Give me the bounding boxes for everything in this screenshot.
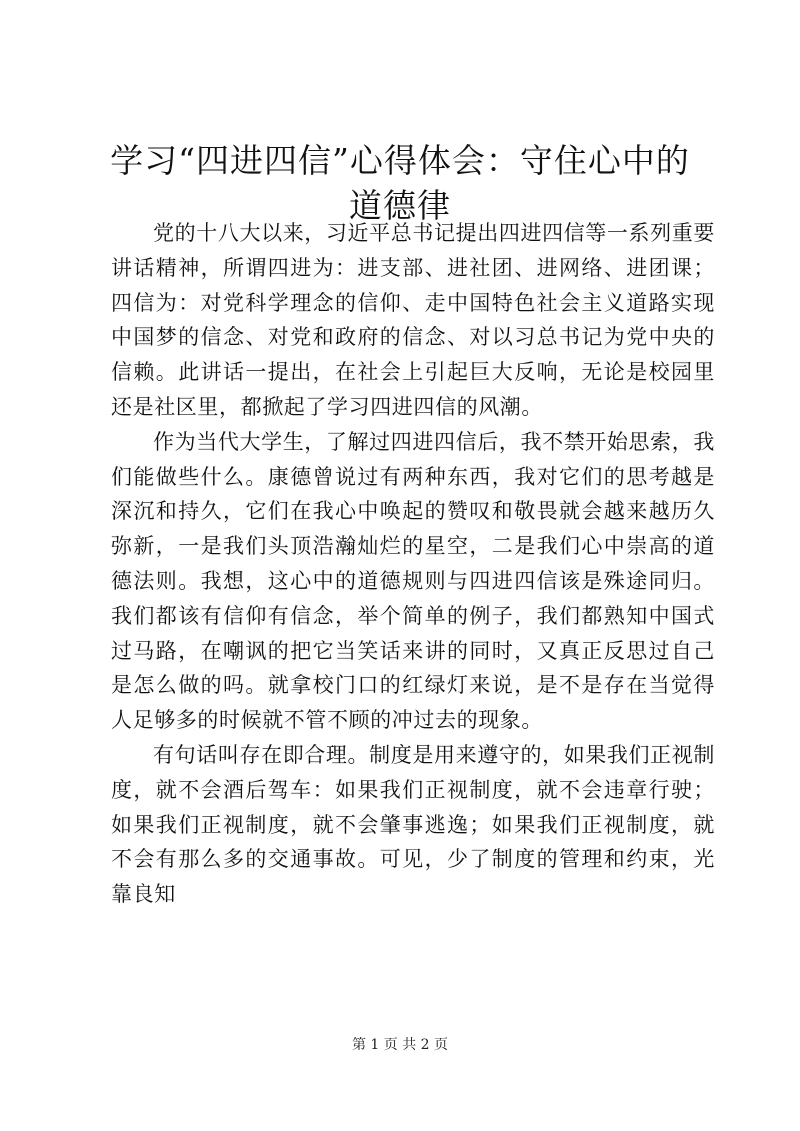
document-title: 学习“四进四信”心得体会：守住心中的道德律	[110, 141, 690, 225]
document-body	[111, 216, 715, 912]
page-number-label: 第 1 页 共 2 页	[351, 1037, 449, 1053]
paragraph-3: 有句话叫存在即合理。制度是用来遵守的，如果我们正视制度，就不会酒后驾车：如果我们正视制度，就不会违章行驶；如果我们正视制度，就不会肇事逃逸；如果我们正视制度，就不会有那么多的交通事故。可见，少了制度的管理和约束，光靠良知	[111, 742, 715, 907]
page-footer	[0, 1035, 800, 1055]
paragraph-1: 党的十八大以来，习近平总书记提出四进四信等一系列重要讲话精神，所谓四进为：进支部、进社团、进网络、进团课；四信为：对党科学理念的信仰、走中国特色社会主义道路实现中国梦的信念、对党和政府的信念、对以习总书记为党中央的信赖。此讲话一提出，在社会上引起巨大反响，无论是校园里还是社区里，都掀起了学习四进四信的风潮。	[111, 221, 715, 419]
paragraph-2: 作为当代大学生，了解过四进四信后，我不禁开始思索，我们能做些什么。康德曾说过有两种东西，我对它们的思考越是深沉和持久，它们在我心中唤起的赞叹和敬畏就会越来越历久弥新，一是我们头顶浩瀚灿烂的星空，二是我们心中崇高的道德法则。我想，这心中的道德规则与四进四信该是殊途同归。我们都该有信仰有信念，举个简单的例子，我们都熟知中国式过马路，在嘲讽的把它当笑话来讲的同时，又真正反思过自己是怎么做的吗。就拿校门口的红绿灯来说，是不是存在当觉得人足够多的时候就不管不顾的冲过去的现象。	[111, 429, 715, 733]
